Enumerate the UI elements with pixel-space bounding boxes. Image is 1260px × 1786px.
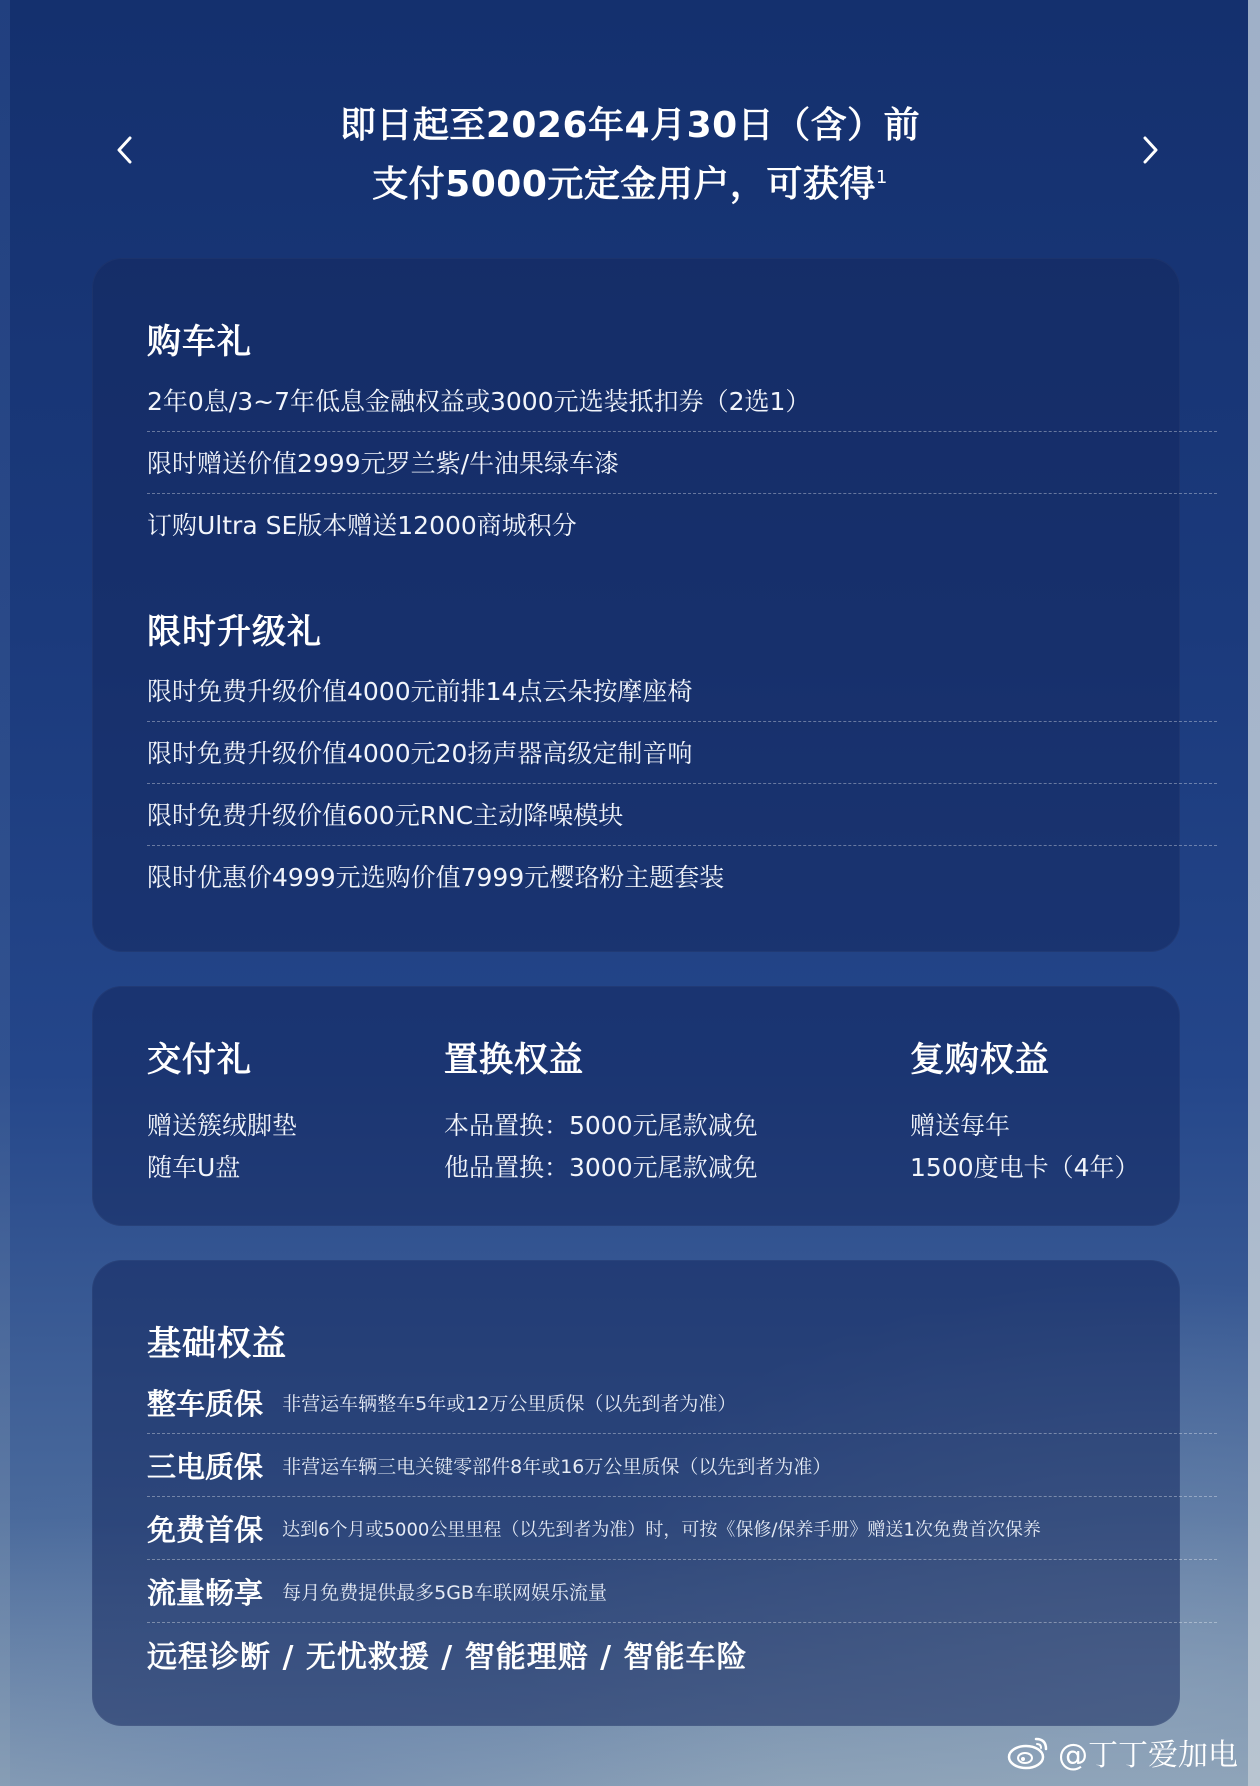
basic-benefit-desc: 达到6个月或5000公里里程（以先到者为准）时，可按《保修/保养手册》赠送1次免费首次保养 [282, 1519, 1041, 1541]
upgrade-gift-item: 限时免费升级价值4000元20扬声器高级定制音响 [147, 739, 693, 768]
basic-benefit-label: 流量畅享 [147, 1576, 264, 1610]
basic-benefit-desc: 非营运车辆三电关键零部件8年或16万公里质保（以先到者为准） [282, 1456, 832, 1478]
delivery-gift-line: 随车U盘 [147, 1153, 241, 1182]
promo-header [0, 100, 1260, 211]
divider [147, 493, 1217, 494]
tradein-title: 置换权益 [444, 1040, 584, 1080]
footnote-marker: 1 [875, 167, 888, 188]
right-frame-edge [1248, 0, 1260, 1786]
basic-benefit-desc: 非营运车辆整车5年或12万公里质保（以先到者为准） [282, 1393, 737, 1415]
upgrade-gift-item: 限时免费升级价值4000元前排14点云朵按摩座椅 [147, 677, 693, 706]
watermark [1006, 1730, 1238, 1774]
upgrade-gift-item: 限时优惠价4999元选购价值7999元樱珞粉主题套装 [147, 863, 725, 892]
tradein-line: 本品置换：5000元尾款减免 [444, 1111, 758, 1140]
repurchase-column [910, 1032, 1140, 1189]
basic-benefits-title: 基础权益 [147, 1324, 287, 1364]
divider [147, 845, 1217, 846]
gifts-card [92, 258, 1180, 952]
upgrade-gift-item: 限时免费升级价值600元RNC主动降噪模块 [147, 801, 624, 830]
repurchase-line: 1500度电卡（4年） [910, 1153, 1140, 1182]
tradein-column [444, 1032, 758, 1189]
basic-benefit-label: 整车质保 [147, 1387, 264, 1421]
basic-benefit-row [147, 1445, 1217, 1486]
delivery-gift-title: 交付礼 [147, 1040, 252, 1080]
divider [147, 783, 1217, 784]
divider [147, 1496, 1217, 1497]
delivery-gift-column [147, 1032, 297, 1189]
repurchase-title: 复购权益 [910, 1040, 1050, 1080]
divider [147, 1433, 1217, 1434]
basic-benefits-card [92, 1260, 1180, 1726]
tradein-line: 他品置换：3000元尾款减免 [444, 1153, 758, 1182]
promo-period-line: 即日起至2026年4月30日（含）前 [339, 105, 921, 146]
divider [147, 1622, 1217, 1623]
promo-condition-line [0, 152, 1260, 211]
basic-benefit-row [147, 1382, 1217, 1423]
basic-benefit-desc: 每月免费提供最多5GB车联网娱乐流量 [282, 1582, 607, 1604]
watermark-text: @丁丁爱加电 [1058, 1738, 1238, 1773]
purchase-gift-item: 2年0息/3~7年低息金融权益或3000元选装抵扣券（2选1） [147, 387, 811, 416]
basic-benefit-row [147, 1508, 1217, 1549]
extra-services-line: 远程诊断 / 无忧救援 / 智能理赔 / 智能车险 [147, 1640, 748, 1675]
delivery-gift-line: 赠送簇绒脚垫 [147, 1111, 298, 1140]
left-frame-edge [0, 0, 10, 1786]
weibo-logo-icon [1006, 1733, 1052, 1771]
divider [147, 431, 1217, 432]
basic-benefit-row [147, 1571, 1217, 1612]
divider [147, 1559, 1217, 1560]
purchase-gift-item: 订购Ultra SE版本赠送12000商城积分 [147, 511, 577, 540]
benefits-card [92, 986, 1180, 1226]
basic-benefit-label: 三电质保 [147, 1450, 264, 1484]
divider [147, 721, 1217, 722]
promo-condition-text: 支付5000元定金用户，可获得 [372, 164, 876, 205]
repurchase-line: 赠送每年 [910, 1111, 1011, 1140]
purchase-gift-title: 购车礼 [147, 322, 252, 362]
basic-benefit-label: 免费首保 [147, 1513, 264, 1547]
purchase-gift-item: 限时赠送价值2999元罗兰紫/牛油果绿车漆 [147, 449, 620, 478]
upgrade-gift-title: 限时升级礼 [147, 612, 322, 652]
